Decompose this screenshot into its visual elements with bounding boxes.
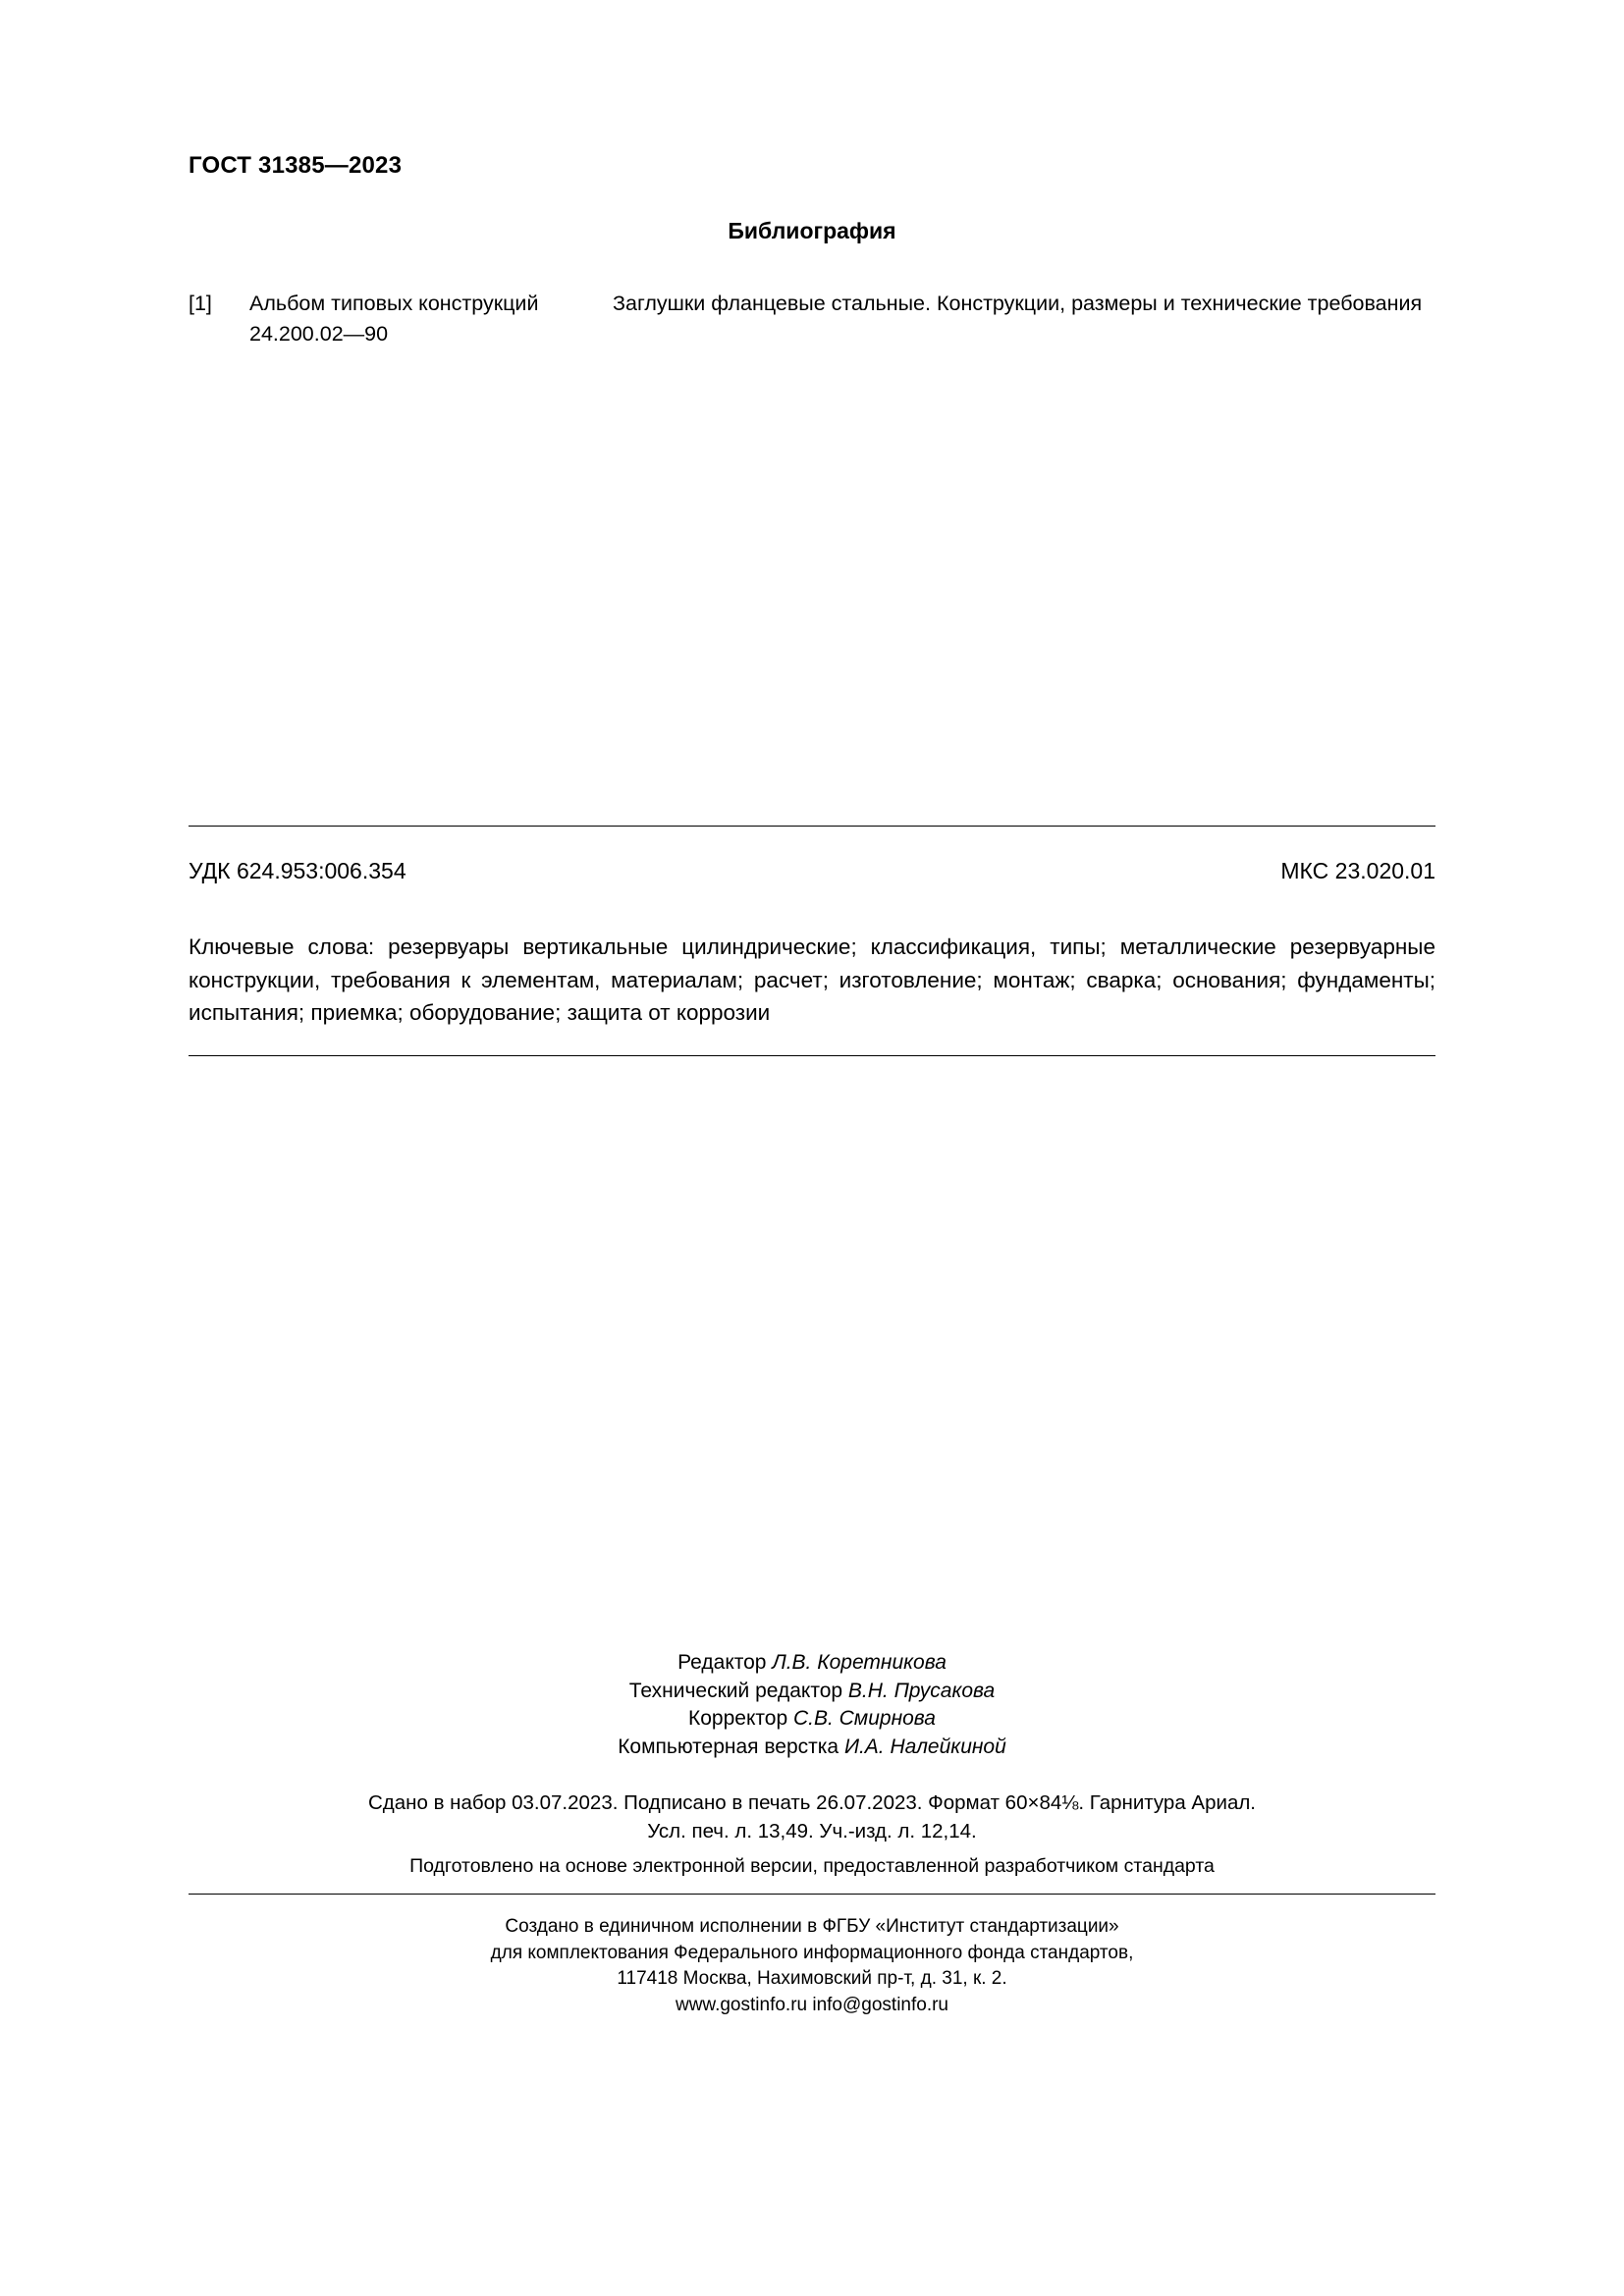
footer-contacts: www.gostinfo.ru info@gostinfo.ru [675,1994,949,2015]
udc-code: УДК 624.953:006.354 [189,858,406,883]
print-info-line-1: Сдано в набор 03.07.2023. Подписано в печать 26.07.2023. Формат 60×84⅛. Гарнитура Ариал. [367,1791,1256,1814]
bibliography-heading: Библиография [728,218,896,243]
keywords-paragraph: Ключевые слова: резервуары вертикальные цилиндрические; классификация, типы; металлические резервуарные конструкции, требования к элементам, материалам; расчет; изготовление; монтаж; сварка; основания; фундаменты; испытания; приемка; оборудование; защита от коррозии [189,934,1435,1025]
print-info-line-2: Усл. печ. л. 13,49. Уч.-изд. л. 12,14. [647,1820,977,1842]
mks-code: МКС 23.020.01 [1280,858,1435,883]
bibliography-entry-description: Заглушки фланцевые стальные. Конструкции, размеры и технические требования [613,292,1423,315]
bibliography-entry-number: [1] [189,292,212,315]
credit-role-technical-editor: Технический редактор [628,1679,848,1702]
credit-line-editor [189,1649,1435,1678]
bibliography-entry [189,289,1435,349]
credits-block [189,1649,1435,1761]
credit-line-technical-editor [189,1678,1435,1706]
standard-number-header: ГОСТ 31385—2023 [189,152,403,179]
prepared-note: Подготовлено на основе электронной версии, предоставленной разработчиком стандарта [409,1855,1215,1877]
bibliography-list [189,289,1435,349]
credit-role-layout: Компьютерная верстка [618,1735,844,1758]
credit-role-corrector: Корректор [688,1707,793,1730]
footer-line-1: Создано в единичном исполнении в ФГБУ «Институт стандартизации» [505,1916,1119,1937]
credit-name-editor: Л.В. Коретникова [772,1651,947,1674]
divider-middle [189,1055,1435,1056]
credit-line-layout [189,1734,1435,1762]
divider-bottom [189,1894,1435,1895]
credit-role-editor: Редактор [677,1651,773,1674]
divider-top [189,826,1435,827]
classification-row [189,858,1435,884]
bibliography-entry-source: Альбом типовых конструкций 24.200.02—90 [249,292,539,346]
credit-name-technical-editor: В.Н. Прусакова [847,1679,996,1702]
credit-name-corrector: С.В. Смирнова [792,1707,936,1730]
footer-line-3: 117418 Москва, Нахимовский пр-т, д. 31, к. 2. [617,1968,1007,1989]
print-info-block [189,1789,1435,1845]
credit-name-layout: И.А. Налейкиной [843,1735,1006,1758]
footer-line-2: для комплектования Федерального информационного фонда стандартов, [490,1942,1134,1963]
publisher-footer [189,1914,1435,2018]
credit-line-corrector [189,1705,1435,1734]
